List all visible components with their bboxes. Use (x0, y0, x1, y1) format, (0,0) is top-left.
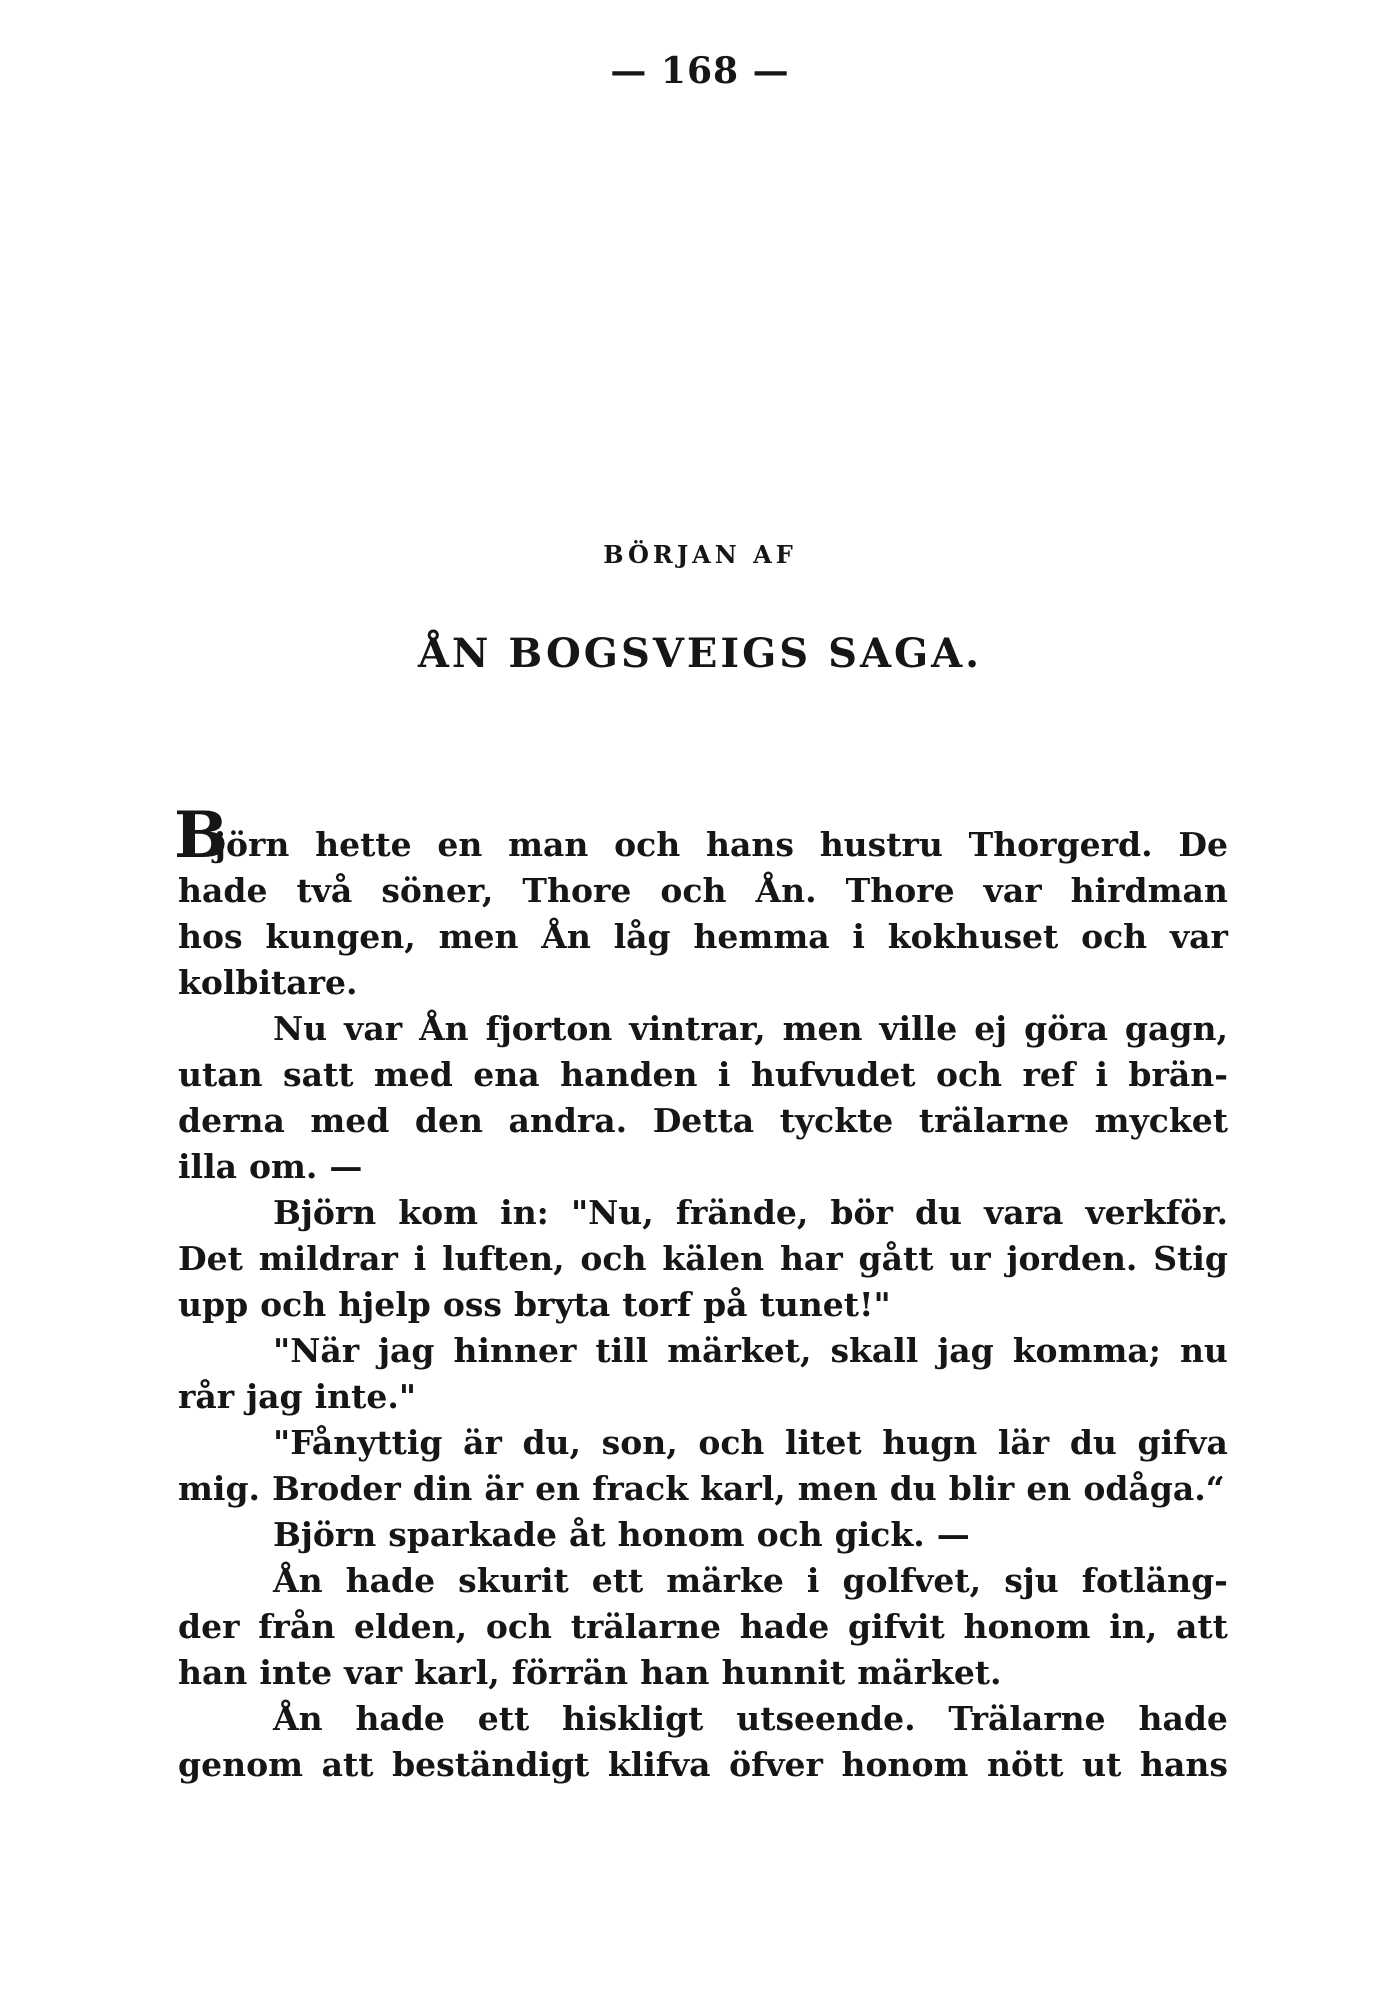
word: vara (984, 1193, 1064, 1232)
word: du (914, 1193, 963, 1232)
word: — (329, 1147, 363, 1186)
text-line (178, 1190, 1228, 1236)
word: ut (1082, 1745, 1122, 1784)
word: luften, (442, 1239, 565, 1278)
word: hans (705, 825, 794, 864)
chapter-subtitle: BÖRJAN AF (603, 540, 797, 569)
word: Björn (273, 1193, 377, 1232)
word: mycket (1094, 1101, 1228, 1140)
word: tyckte (779, 1101, 894, 1140)
word: och (1081, 917, 1148, 956)
word: märket. (857, 1653, 1002, 1692)
word: rår (178, 1377, 235, 1416)
word: hugn (882, 1423, 978, 1462)
word: i (806, 1561, 820, 1600)
text-line (178, 868, 1228, 914)
word: hiskligt (562, 1699, 704, 1738)
word: är (484, 1469, 524, 1508)
word: De (1178, 825, 1228, 864)
word: utseende. (736, 1699, 916, 1738)
text-line (178, 1420, 1228, 1466)
text-line (178, 1144, 1228, 1190)
word: upp (178, 1285, 249, 1324)
text-line (178, 1236, 1228, 1282)
word: inte." (314, 1377, 417, 1416)
word: inte (259, 1653, 333, 1692)
text-line (178, 1558, 1228, 1604)
word: trälarne (918, 1101, 1070, 1140)
word: lär (997, 1423, 1050, 1462)
word: hunnit (721, 1653, 846, 1692)
word: mig. (178, 1469, 261, 1508)
word: karl, (700, 1469, 786, 1508)
word: att (321, 1745, 374, 1784)
word: Stig (1153, 1239, 1228, 1278)
word: Ån. (755, 871, 817, 910)
word: klifva (607, 1745, 711, 1784)
word: frände, (675, 1193, 809, 1232)
word: Trälarne (948, 1699, 1106, 1738)
word: göra (1024, 1009, 1108, 1048)
word: och (935, 1055, 1003, 1094)
word: hustru (819, 825, 943, 864)
word: till (595, 1331, 649, 1370)
word: om. (249, 1147, 318, 1186)
word: bryta (513, 1285, 611, 1324)
word: honom (617, 1515, 745, 1554)
word: "När (273, 1331, 360, 1370)
word: "Fånyttig (273, 1423, 443, 1462)
word: gick. (834, 1515, 925, 1554)
word: hade (178, 871, 268, 910)
text-line (178, 914, 1228, 960)
text-line (178, 1282, 1228, 1328)
word: ena (473, 1055, 540, 1094)
word: söner, (381, 871, 494, 910)
text-line (178, 1650, 1228, 1696)
word: andra. (508, 1101, 628, 1140)
word: märke (666, 1561, 784, 1600)
word: Thorgerd. (968, 825, 1153, 864)
word: låg (613, 917, 671, 956)
word: hette (315, 825, 412, 864)
word: hjelp (338, 1285, 431, 1324)
word: gifvit (848, 1607, 945, 1646)
word: och (260, 1285, 327, 1324)
word: kolbitare. (178, 963, 358, 1002)
word: i (1095, 1055, 1108, 1094)
word: två (296, 871, 353, 910)
text-line (178, 1328, 1228, 1374)
word: var (344, 1009, 403, 1048)
word: man (508, 825, 589, 864)
text-line (178, 1098, 1228, 1144)
word: gagn, (1124, 1009, 1228, 1048)
word: vintrar, (629, 1009, 766, 1048)
word: ur (949, 1239, 991, 1278)
word: kom (398, 1193, 479, 1232)
word: ett (477, 1699, 530, 1738)
word: Broder (272, 1469, 401, 1508)
word: men (782, 1009, 863, 1048)
word: Björn (273, 1515, 377, 1554)
text-line (174, 798, 1228, 873)
word: den (414, 1101, 483, 1140)
word: med (373, 1055, 453, 1094)
word: satt (283, 1055, 354, 1094)
word: bör (830, 1193, 893, 1232)
word: — (936, 1515, 970, 1554)
word: sparkade (388, 1515, 557, 1554)
word: hade (739, 1607, 830, 1646)
word: ville (879, 1009, 958, 1048)
word: från (258, 1607, 336, 1646)
word: ref (1022, 1055, 1076, 1094)
word: illa (178, 1147, 237, 1186)
word: derna (178, 1101, 285, 1140)
word: Nu (273, 1009, 328, 1048)
word: Detta (652, 1101, 755, 1140)
word: "Nu, (570, 1193, 654, 1232)
word: i (717, 1055, 731, 1094)
word: skurit (458, 1561, 569, 1600)
text-line (178, 1006, 1228, 1052)
word: med (310, 1101, 390, 1140)
word: var (983, 871, 1042, 910)
word: han (640, 1653, 710, 1692)
word: fotläng- (1081, 1561, 1228, 1600)
word: och (660, 871, 727, 910)
word: i (852, 917, 865, 956)
word: men (797, 1469, 878, 1508)
page-number: — 168 — (610, 50, 790, 92)
word: son, (601, 1423, 678, 1462)
word: gått (858, 1239, 934, 1278)
word: förrän (511, 1653, 629, 1692)
word: en (535, 1469, 581, 1508)
word: hirdman (1070, 871, 1228, 910)
word: ej (974, 1009, 1008, 1048)
word: nu (1179, 1331, 1228, 1370)
word: Ån (273, 1561, 323, 1600)
word: fjorton (485, 1009, 613, 1048)
word: jag (246, 1377, 303, 1416)
word: elden, (353, 1607, 468, 1646)
word: du (1069, 1423, 1117, 1462)
body-text (174, 798, 1228, 1788)
text-line (178, 1604, 1228, 1650)
word: din (412, 1469, 473, 1508)
word: har (779, 1239, 843, 1278)
word: tunet!" (759, 1285, 891, 1324)
word: hemma (693, 917, 830, 956)
word: och (698, 1423, 765, 1462)
word: jag (937, 1331, 994, 1370)
word: odåga.“ (1083, 1469, 1225, 1508)
word: gifva (1137, 1423, 1228, 1462)
word: trälarne (570, 1607, 722, 1646)
word: hos (178, 917, 243, 956)
word: Thore (845, 871, 955, 910)
word: nött (987, 1745, 1064, 1784)
word: är (463, 1423, 502, 1462)
text-line (178, 1512, 1228, 1558)
word: frack (592, 1469, 689, 1508)
word: in, (1109, 1607, 1158, 1646)
word: brän- (1128, 1055, 1228, 1094)
word: handen (560, 1055, 698, 1094)
word: sju (1004, 1561, 1059, 1600)
word: blir (948, 1469, 1015, 1508)
word: åt (568, 1515, 606, 1554)
text-line (178, 1696, 1228, 1742)
word: öfver (729, 1745, 823, 1784)
word: och (580, 1239, 647, 1278)
word: verkför. (1085, 1193, 1228, 1232)
word: der (178, 1607, 240, 1646)
word: och (485, 1607, 552, 1646)
word: kokhuset (887, 917, 1059, 956)
word: honom (841, 1745, 969, 1784)
text-line (178, 960, 1228, 1006)
word: var (1169, 917, 1228, 956)
word: märket, (667, 1331, 812, 1370)
text-line (178, 1052, 1228, 1098)
word: komma; (1012, 1331, 1161, 1370)
word: hade (345, 1561, 436, 1600)
word: mildrar (258, 1239, 398, 1278)
word: jörn (214, 825, 290, 864)
word: Ån (273, 1699, 323, 1738)
word: hufvudet (750, 1055, 916, 1094)
word: jorden. (1006, 1239, 1138, 1278)
word: kungen, (265, 917, 416, 956)
word: golfvet, (842, 1561, 982, 1600)
word: hans (1139, 1745, 1228, 1784)
word: Ån (419, 1009, 469, 1048)
text-line (178, 1374, 1228, 1420)
word: hinner (453, 1331, 577, 1370)
word: karl, (414, 1653, 500, 1692)
word: en (1026, 1469, 1072, 1508)
word: skall (830, 1331, 919, 1370)
word: i (413, 1239, 427, 1278)
word: hade (355, 1699, 445, 1738)
word: hade (1138, 1699, 1228, 1738)
word: Ån (541, 917, 591, 956)
word: Det (178, 1239, 243, 1278)
word: du (889, 1469, 937, 1508)
word: han (178, 1653, 248, 1692)
word: torf (622, 1285, 692, 1324)
word: på (703, 1285, 748, 1324)
chapter-title: ÅN BOGSVEIGS SAGA. (417, 630, 983, 677)
word: att (1176, 1607, 1228, 1646)
word: en (437, 825, 483, 864)
word: ett (591, 1561, 644, 1600)
word: jag (378, 1331, 435, 1370)
word: litet (785, 1423, 862, 1462)
text-line (178, 1466, 1228, 1512)
word: var (344, 1653, 403, 1692)
text-line (178, 1742, 1228, 1788)
word: in: (500, 1193, 549, 1232)
word: Thore (522, 871, 632, 910)
word: beständigt (392, 1745, 590, 1784)
word: oss (442, 1285, 502, 1324)
word: honom (963, 1607, 1091, 1646)
word: du, (522, 1423, 582, 1462)
word: utan (178, 1055, 263, 1094)
drop-cap: B (174, 798, 229, 873)
word: kälen (662, 1239, 765, 1278)
word: genom (178, 1745, 303, 1784)
word: och (756, 1515, 823, 1554)
word: men (438, 917, 519, 956)
word: och (614, 825, 681, 864)
